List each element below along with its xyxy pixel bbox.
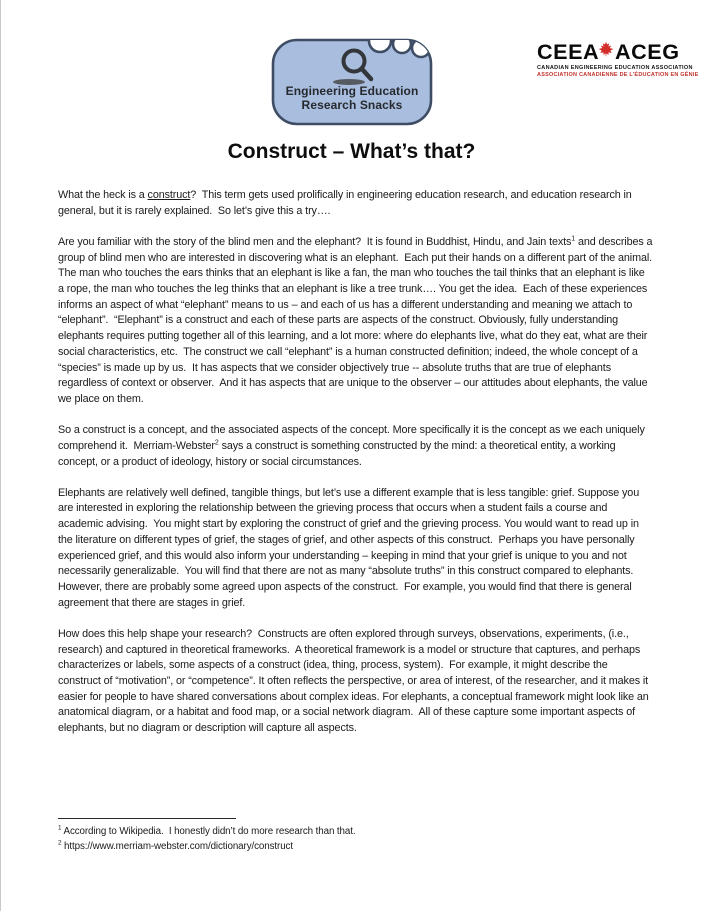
paragraph-intro: What the heck is a construct? This term gets used prolifically in engineering education research, and education research in general, but it is rarely explained. So let’s give this a try…. — [58, 189, 635, 217]
footnotes-section — [58, 818, 653, 854]
footnote-ref-2: 2 — [214, 439, 219, 447]
ceea-wordmark-right: ACEG — [615, 41, 680, 64]
paragraph-grief-example: Elephants are relatively well defined, tangible things, but let’s use a different example that is less tangible: grief. Suppose you are interested in exploring the relationship between the grieving process that occurs when a student fails a course and academic advising. You might start by exploring the construct of grief and the grieving process. You would want to read up in the literature on different types of grief, the stages of grief, and other aspects of this construct. Perhaps you have personally experienced grief, and this would also inform your understanding – keeping in mind that your grief is unique to you and not necessarily generalizable. You will find that there are not as many “absolute truths” in this construct compared to elephants. However, there are probably some agreed upon aspects of the construct. For example, you would find that there is general agreement that there are stages in grief. — [58, 486, 642, 609]
snack-logo-line1: Engineering Education — [285, 84, 419, 98]
footnote-2: $^2$ https://www.merriam-webster.com/dictionary/construct — [58, 839, 293, 852]
underlined-term-construct: construct — [147, 189, 191, 201]
paragraph-research-frameworks: How does this help shape your research? Constructs are often explored through surveys, observations, experiments, (i.e., research) and captured in theoretical frameworks. A theoretical framework is a model or structure that captures, and perhaps characterizes or labels, some aspects of a construct (idea, thing, process, system). For example, it might describe the construct of “motivation”, or “competence”. It often reflects the perspective, or area of interest, of the researcher, and it makes it easier for people to have shared conversations about complex ideas. For elephants, a conceptual framework might look like an anatomical diagram, or a habitat and food map, or a social network diagram. All of these capture some important aspects of elephants, but no diagram or description will capture all aspects. — [58, 627, 652, 735]
footnote-separator — [58, 818, 236, 819]
paragraph-construct-definition: So a construct is a concept, and the associated aspects of the concept. More specifically it is the concept as we each uniquely comprehend it. Merriam-Webster$^2$ says a construct is something constructed by the mind: a theoretical entity, a working concept, or a product of ideology, history or social circumstances. — [58, 424, 648, 468]
snack-logo-line2: Research Snacks — [301, 97, 403, 112]
ceea-subtitle-english: CANADIAN ENGINEERING EDUCATION ASSOCIATION — [537, 65, 693, 71]
ceea-wordmark-left: CEEA — [537, 41, 600, 64]
maple-leaf-icon — [598, 41, 614, 57]
footnote-1: $^1$ According to Wikipedia. I honestly didn’t do more research than that. — [58, 824, 356, 837]
document-body — [58, 188, 658, 752]
research-snacks-logo — [270, 36, 434, 132]
page-title: Construct – What’s that? — [227, 140, 476, 163]
paragraph-blind-men-elephant: Are you familiar with the story of the blind men and the elephant? It is found in Buddhist, Hindu, and Jain texts$^1$ and describes a group of blind men who are interested in discovering what is an elephant. Each put their hands on a different part of the animal. The man who touches the ears thinks that an elephant is like a fan, the man who touches the tail thinks that an elephant is like a rope, the man who touches the leg thinks that an elephant is like a tree trunk…. You get the idea. Each of these experiences informs an aspect of what “elephant” means to us – and each of us has a different understanding and meaning we attach to “elephant”. “Elephant” is a construct and each of these parts are aspects of the construct. Obviously, fully understanding elephants requires putting together all of this learning, and a lot more: where do elephants live, what do they eat, what are their social characteristics, etc. The construct we call “elephant” is a human constructed definition; indeed, the whole concept of a “species” is made up by us. It has aspects that we consider objectively true -- absolute truths that are true of elephants regardless of context or observer. And it has aspects that are unique to the observer – our attitudes about elephants, the value we place on them. — [58, 235, 658, 405]
ceea-subtitle-french: ASSOCIATION CANADIENNE DE L’ÉDUCATION EN GÉNIE — [537, 72, 699, 78]
ceea-aceg-logo — [537, 41, 699, 78]
footnote-ref-1: 1 — [571, 235, 576, 243]
